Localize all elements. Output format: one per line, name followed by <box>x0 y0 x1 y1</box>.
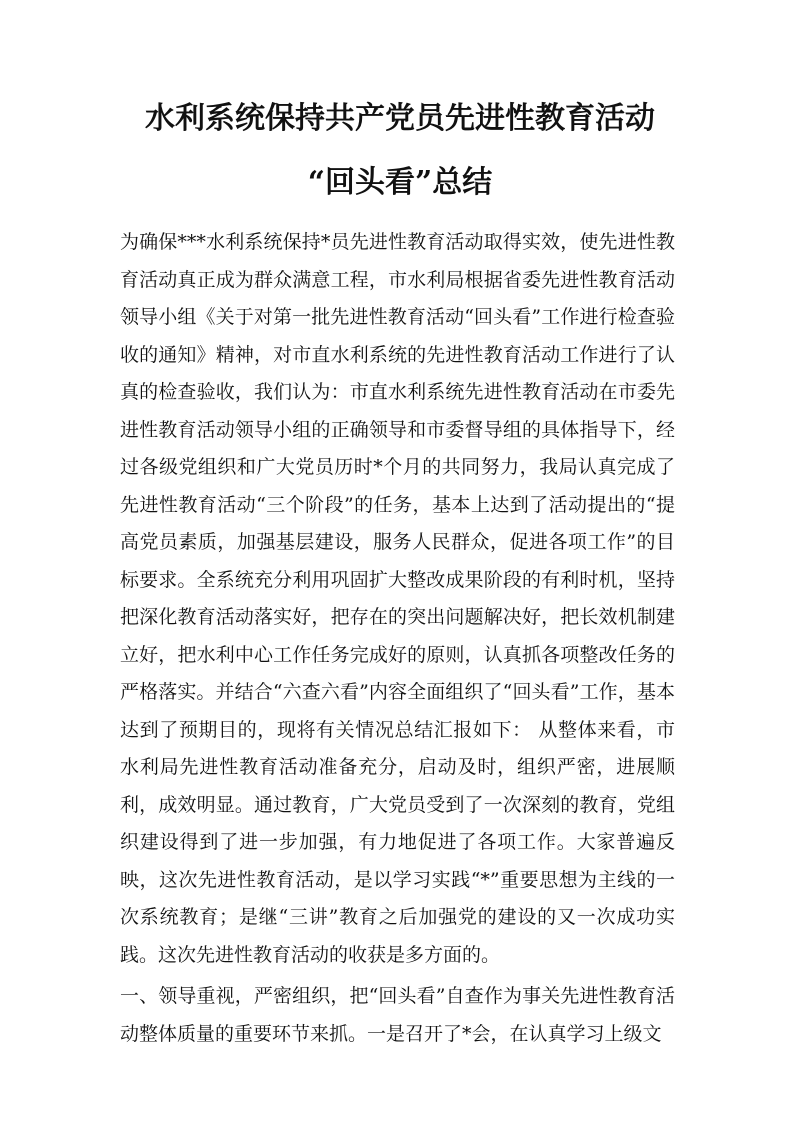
title-line-2: “回头看”总结 <box>307 165 493 200</box>
document-body <box>120 224 675 1053</box>
document-title <box>100 90 700 212</box>
title-line-1: 水利系统保持共产党员先进性教育活动 <box>145 101 655 136</box>
intro-paragraph: 为确保***水利系统保持*员先进性教育活动取得实效，使先进性教育活动真正成为群众满意工程，市水利局根据省委先进性教育活动领导小组《关于对第一批先进性教育活动“回头看”工作进行检查验收的通知》精神，对市直水利系统的先进性教育活动工作进行了认真的检查验收，我们认为：市直水利系统先进性教育活动在市委先进性教育活动领导小组的正确领导和市委督导组的具体指导下，经过各级党组织和广大党员历时*个月的共同努力，我局认真完成了先进性教育活动“三个阶段”的任务，基本上达到了活动提出的“提高党员素质，加强基层建设，服务人民群众，促进各项工作”的目标要求。全系统充分利用巩固扩大整改成果阶段的有利时机，坚持把深化教育活动落实好，把存在的突出问题解决好，把长效机制建立好，把水利中心工作任务完成好的原则，认真抓各项整改任务的严格落实。并结合“六查六看”内容全面组织了“回头看”工作，基本达到了预期目的，现将有关情况总结汇报如下： 从整体来看，市水利局先进性教育活动准备充分，启动及时，组织严密，进展顺利，成效明显。通过教育，广大党员受到了一次深刻的教育，党组织建设得到了进一步加强，有力地促进了各项工作。大家普遍反映，这次先进性教育活动，是以学习实践“*”重要思想为主线的一次系统教育；是继“三讲”教育之后加强党的建设的又一次成功实践。这次先进性教育活动的收获是多方面的。 <box>120 231 675 966</box>
section-one-paragraph: 一、领导重视，严密组织，把“回头看”自查作为事关先进性教育活动整体质量的重要环节来抓。一是召开了*会，在认真学习上级文 <box>120 985 675 1045</box>
